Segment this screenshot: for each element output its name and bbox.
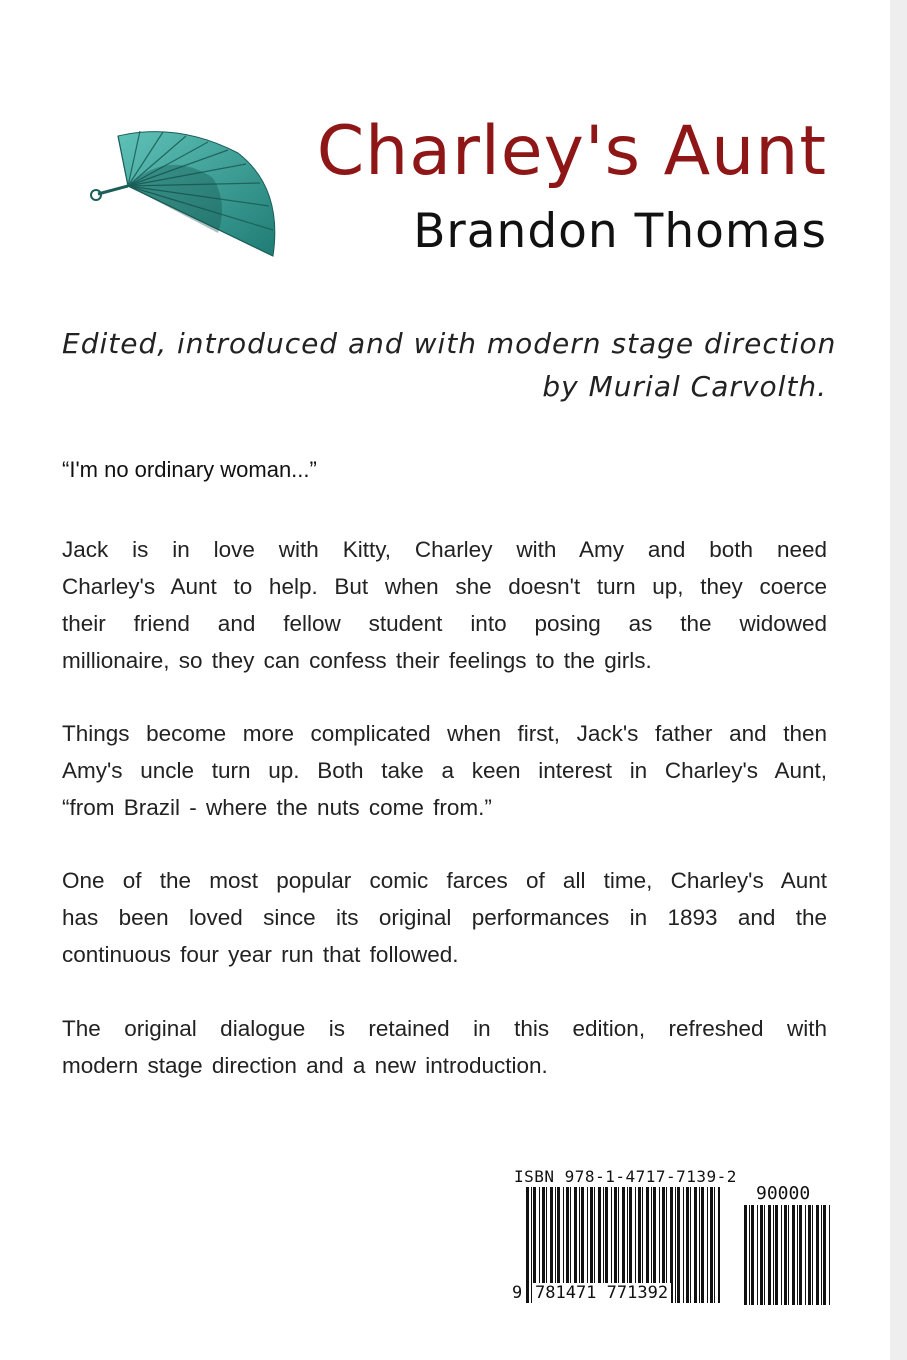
blurb-line: their friend and fellow student into posing as the widowed	[62, 611, 827, 636]
book-title: Charley's Aunt	[316, 112, 827, 191]
blurb-paragraph	[62, 715, 827, 826]
blurb-line: One of the most popular comic farces of all time, Charley's Aunt	[62, 868, 827, 893]
blurb-paragraph	[62, 862, 827, 973]
blurb-line: continuous four year run that followed.	[62, 942, 459, 967]
blurb-paragraph	[62, 531, 827, 679]
isbn-label: ISBN 978-1-4717-7139-2	[514, 1167, 737, 1186]
blurb-line: has been loved since its original performances in 1893 and the	[62, 905, 827, 930]
blurb-line: “from Brazil - where the nuts come from.”	[62, 795, 492, 820]
blurb-line: modern stage direction and a new introduction.	[62, 1053, 548, 1078]
editor-credit	[62, 322, 837, 408]
blurb-line: Jack is in love with Kitty, Charley with Amy and both need	[62, 537, 827, 562]
tagline-quote: “I'm no ordinary woman...”	[62, 457, 317, 482]
barcode-lead-digit: 9	[512, 1283, 523, 1303]
book-author: Brandon Thomas	[413, 204, 827, 259]
blurb-line: millionaire, so they can confess their feelings to the girls.	[62, 648, 652, 673]
editor-credit-line: by Murial Carvolth.	[542, 370, 827, 403]
barcode-digits: 781471 771392	[532, 1283, 671, 1303]
blurb-paragraph	[62, 1010, 827, 1084]
blurb-line: Things become more complicated when first, Jack's father and then	[62, 721, 827, 746]
hand-fan-icon	[88, 128, 288, 268]
editor-credit-line: Edited, introduced and with modern stage direction	[62, 327, 837, 360]
price-code: 90000	[756, 1183, 811, 1204]
isbn-barcode	[508, 1165, 834, 1310]
page-edge	[890, 0, 907, 1360]
blurb-line: The original dialogue is retained in this edition, refreshed with	[62, 1016, 827, 1041]
blurb-line: Charley's Aunt to help. But when she doesn't turn up, they coerce	[62, 574, 827, 599]
blurb-line: Amy's uncle turn up. Both take a keen interest in Charley's Aunt,	[62, 758, 827, 783]
